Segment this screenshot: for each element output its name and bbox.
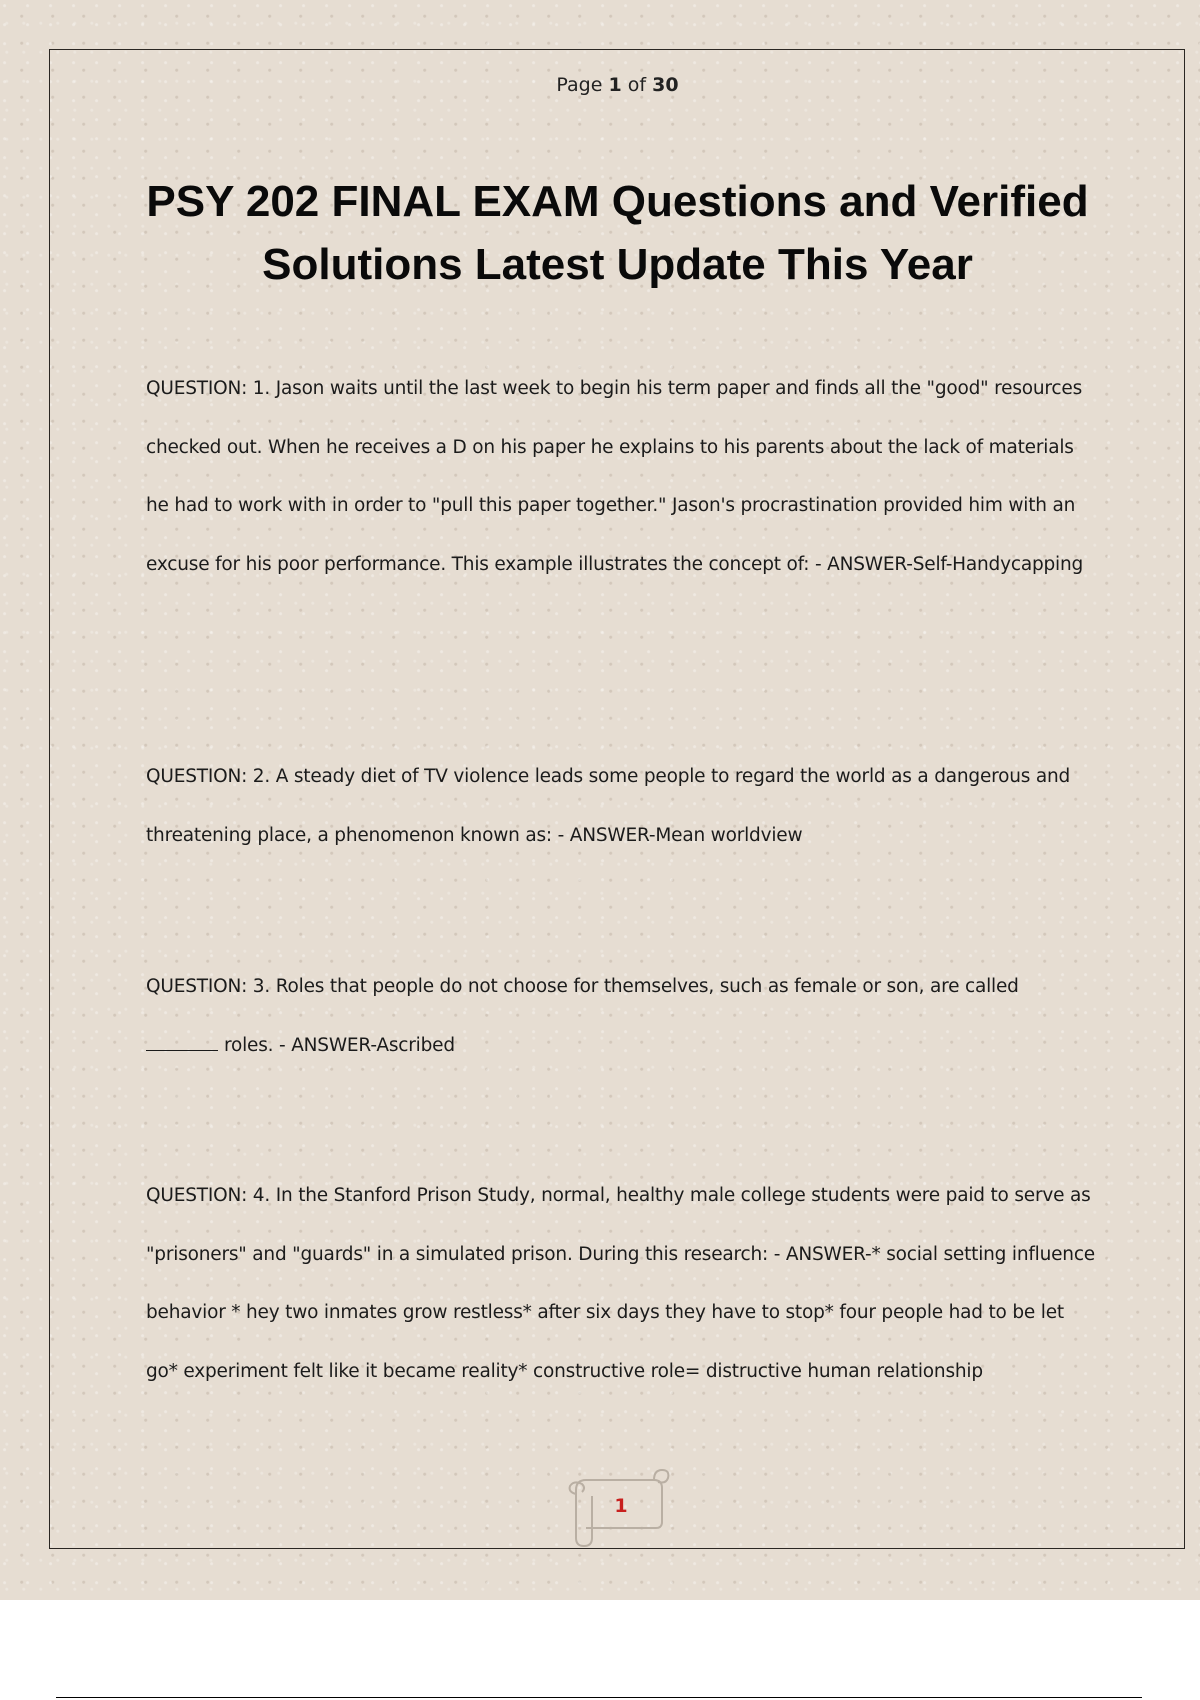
answer-blank [146,1032,218,1051]
of-label: of [627,74,647,96]
total-pages: 30 [652,74,679,96]
question-3 [146,958,1096,1075]
question-4: QUESTION: 4. In the Stanford Prison Study, normal, healthy male college students were paid to serve as "prisoners" and "guards" in a simulated prison. During this research: - ANSWER-* social setting influence behavior * hey two inmates grow restless* after six days they have to stop* four people had to be let go* experiment felt like it became reality* constructive role= distructive human relationship [146,1185,1095,1382]
current-page: 1 [608,74,622,96]
question-2: QUESTION: 2. A steady diet of TV violence leads some people to regard the world as a dangerous and threatening place, a phenomenon known as: - ANSWER-Mean worldview [146,766,1071,846]
question-3-stem: QUESTION: 3. Roles that people do not choose for themselves, such as female or son, are called [146,976,1019,997]
document-title: PSY 202 FINAL EXAM Questions and Verified Solutions Latest Update This Year [146,177,1089,289]
page-indicator [0,74,1200,96]
question-1: QUESTION: 1. Jason waits until the last week to begin his term paper and finds all the "good" resources checked out. When he receives a D on his paper he explains to his parents about the lack of materials he had to work with in order to "pull this paper together." Jason's procrastination provided him with an excuse for his poor performance. This example illustrates the concept of: - ANSWER-Self-Handycapping [146,378,1084,575]
question-3-end: roles. - ANSWER-Ascribed [224,1034,455,1056]
footer-page-number: 1 [614,1495,628,1517]
page-label: Page [556,74,603,96]
footer-divider [56,1697,1142,1698]
